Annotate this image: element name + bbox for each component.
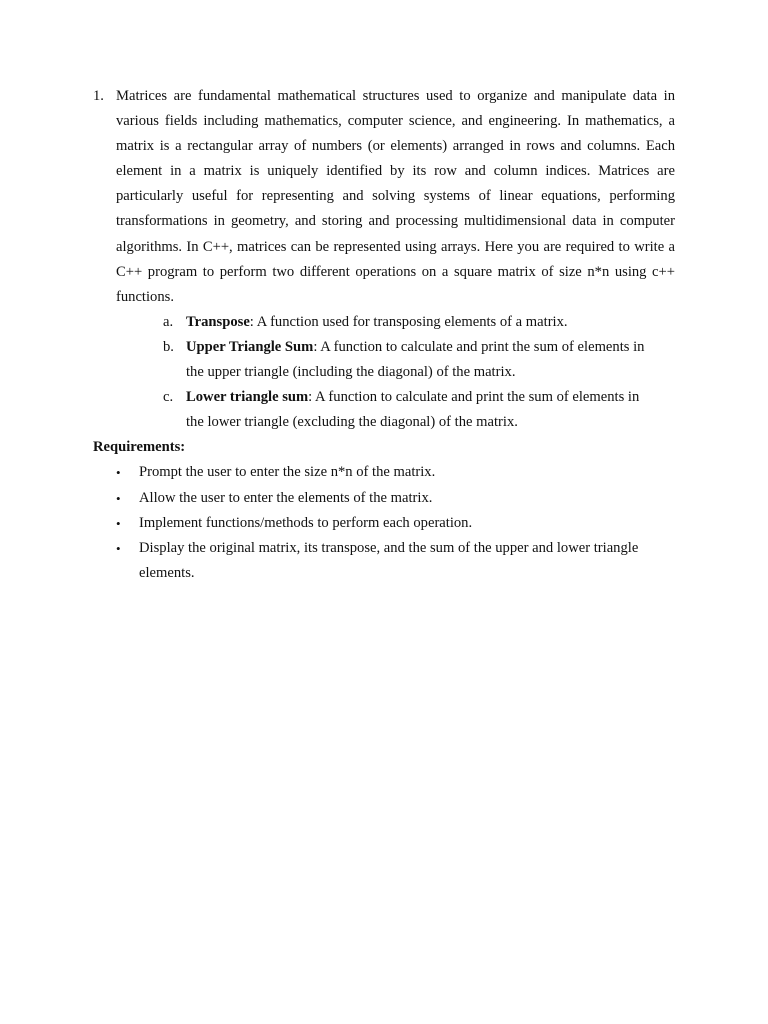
operation-letter: b. [163,338,174,355]
requirement-text: Allow the user to enter the elements of the matrix. [139,489,433,506]
operation-item-transpose [163,310,652,335]
document-content [93,84,675,586]
operation-item-lower-triangle-sum [163,385,652,435]
operation-term: Upper Triangle Sum [186,338,314,355]
requirement-item [116,460,675,485]
question-number: 1. [93,88,104,104]
operation-description: : A function to calculate and print the sum of elements in the lower triangle (excluding the diagonal) of the matrix. [186,389,640,431]
operation-item-upper-triangle-sum [163,335,652,385]
operation-letter: a. [163,313,174,330]
requirements-heading: Requirements: [93,439,186,456]
operation-term: Transpose [186,313,250,330]
requirement-text: Display the original matrix, its transpose, and the sum of the upper and lower triangle elements. [139,539,639,581]
requirement-text: Implement functions/methods to perform each operation. [139,514,473,531]
operation-description: : A function to calculate and print the sum of elements in the upper triangle (including the diagonal) of the matrix. [186,338,645,381]
operation-letter: c. [163,389,174,406]
requirement-item [116,511,675,536]
bullet-icon: • [116,465,121,481]
requirement-text: Prompt the user to enter the size n*n of the matrix. [139,464,436,481]
operations-list [163,310,652,435]
operation-term: Lower triangle sum [186,389,309,406]
bullet-icon: • [116,515,121,531]
bullet-icon: • [116,540,121,556]
question-item [93,84,675,310]
bullet-icon: • [116,490,121,506]
requirement-item [116,486,675,511]
question-paragraph: Matrices are fundamental mathematical structures used to organize and manipulate data in various fields including mathematics, computer science, and engineering. In mathematics, a matrix is a rectangular array of numbers (or elements) arranged in rows and columns. Each element in a matrix is uniquely identified by its row and column indices. Matrices are particularly useful for representing and solving systems of linear equations, performing transformations in geometry, and storing and processing multidimensional data in computer algorithms. In C++, matrices can be represented using arrays. Here you are required to write a C++ program to perform two different operations on a square matrix of size n*n using c++ functions. [116,88,675,305]
requirement-item [116,536,675,586]
requirements-list [116,460,675,585]
operation-description: : A function used for transposing elements of a matrix. [249,313,568,330]
